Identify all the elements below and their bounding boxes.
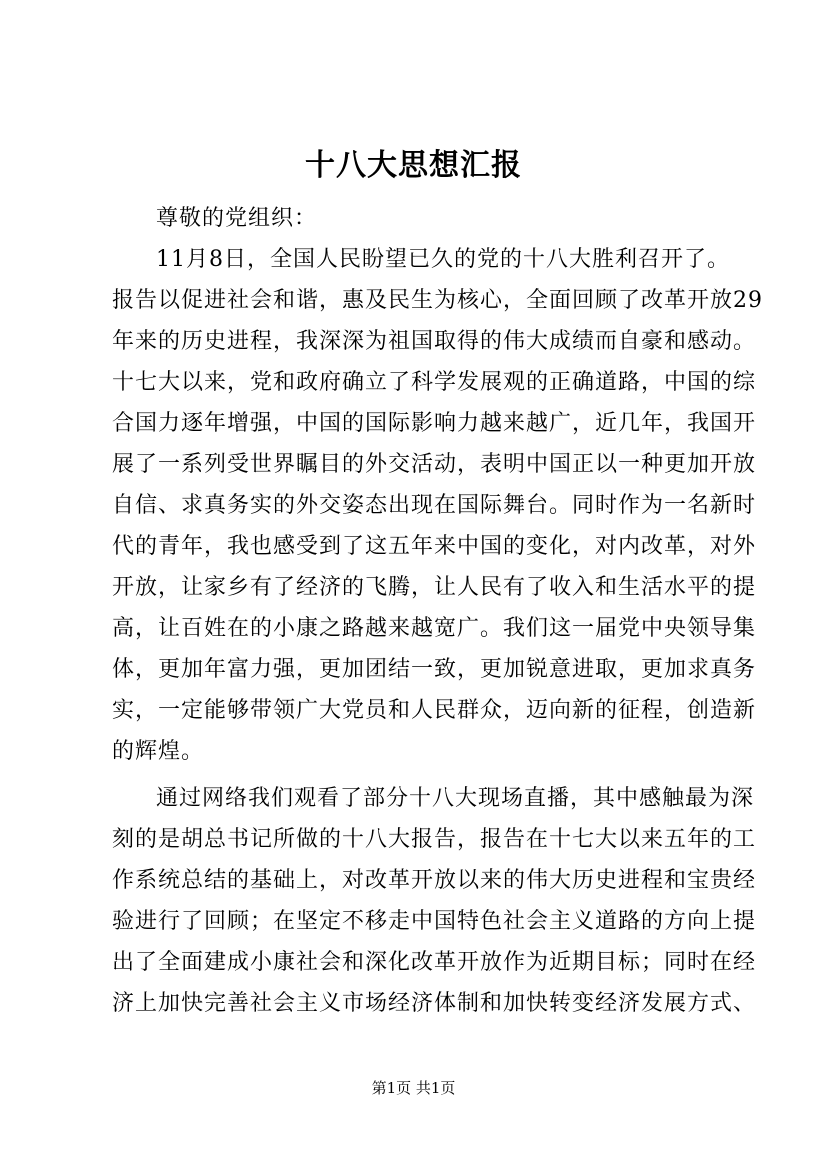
document-title: 十八大思想汇报	[305, 148, 522, 183]
paragraph-line: 自信、求真务实的外交姿态出现在国际舞台。同时作为一名新时	[112, 493, 757, 518]
paragraph-line: 刻的是胡总书记所做的十八大报告，报告在十七大以来五年的工	[112, 827, 757, 852]
paragraph-line: 通过网络我们观看了部分十八大现场直播，其中感触最为深	[156, 786, 755, 811]
paragraph-2	[112, 778, 757, 1024]
paragraph-line: 年来的历史进程，我深深为祖国取得的伟大成绩而自豪和感动。	[112, 329, 757, 354]
paragraph-line: 高，让百姓在的小康之路越来越宽广。我们这一届党中央领导集	[112, 616, 757, 641]
paragraph-line: 展了一系列受世界瞩目的外交活动，表明中国正以一种更加开放	[112, 452, 757, 477]
paragraph-line: 实，一定能够带领广大党员和人民群众，迈向新的征程，创造新	[112, 698, 757, 723]
paragraph-line: 出了全面建成小康社会和深化改革开放作为近期目标；同时在经	[112, 950, 757, 975]
paragraph-line: 验进行了回顾；在坚定不移走中国特色社会主义道路的方向上提	[112, 909, 757, 934]
paragraph-line: 的辉煌。	[112, 739, 205, 764]
page-footer: 第1页 共1页	[371, 1079, 456, 1097]
paragraph-1	[112, 239, 763, 772]
document-body	[112, 198, 763, 1024]
paragraph-line: 11月8日，全国人民盼望已久的党的十八大胜利召开了。	[156, 247, 730, 272]
paragraph-line: 十七大以来，党和政府确立了科学发展观的正确道路，中国的综	[112, 370, 757, 395]
paragraph-line: 体，更加年富力强，更加团结一致，更加锐意进取，更加求真务	[112, 657, 757, 682]
paragraph-line: 报告以促进社会和谐，惠及民生为核心，全面回顾了改革开放29	[112, 288, 763, 313]
paragraph-line: 合国力逐年增强，中国的国际影响力越来越广，近几年，我国开	[112, 411, 757, 436]
salutation: 尊敬的党组织：	[156, 206, 318, 231]
paragraph-line: 代的青年，我也感受到了这五年来中国的变化，对内改革，对外	[112, 534, 757, 559]
paragraph-line: 作系统总结的基础上，对改革开放以来的伟大历史进程和宝贵经	[112, 868, 757, 893]
paragraph-line: 开放，让家乡有了经济的飞腾，让人民有了收入和生活水平的提	[112, 575, 757, 600]
paragraph-line: 济上加快完善社会主义市场经济体制和加快转变经济发展方式、	[112, 991, 757, 1016]
